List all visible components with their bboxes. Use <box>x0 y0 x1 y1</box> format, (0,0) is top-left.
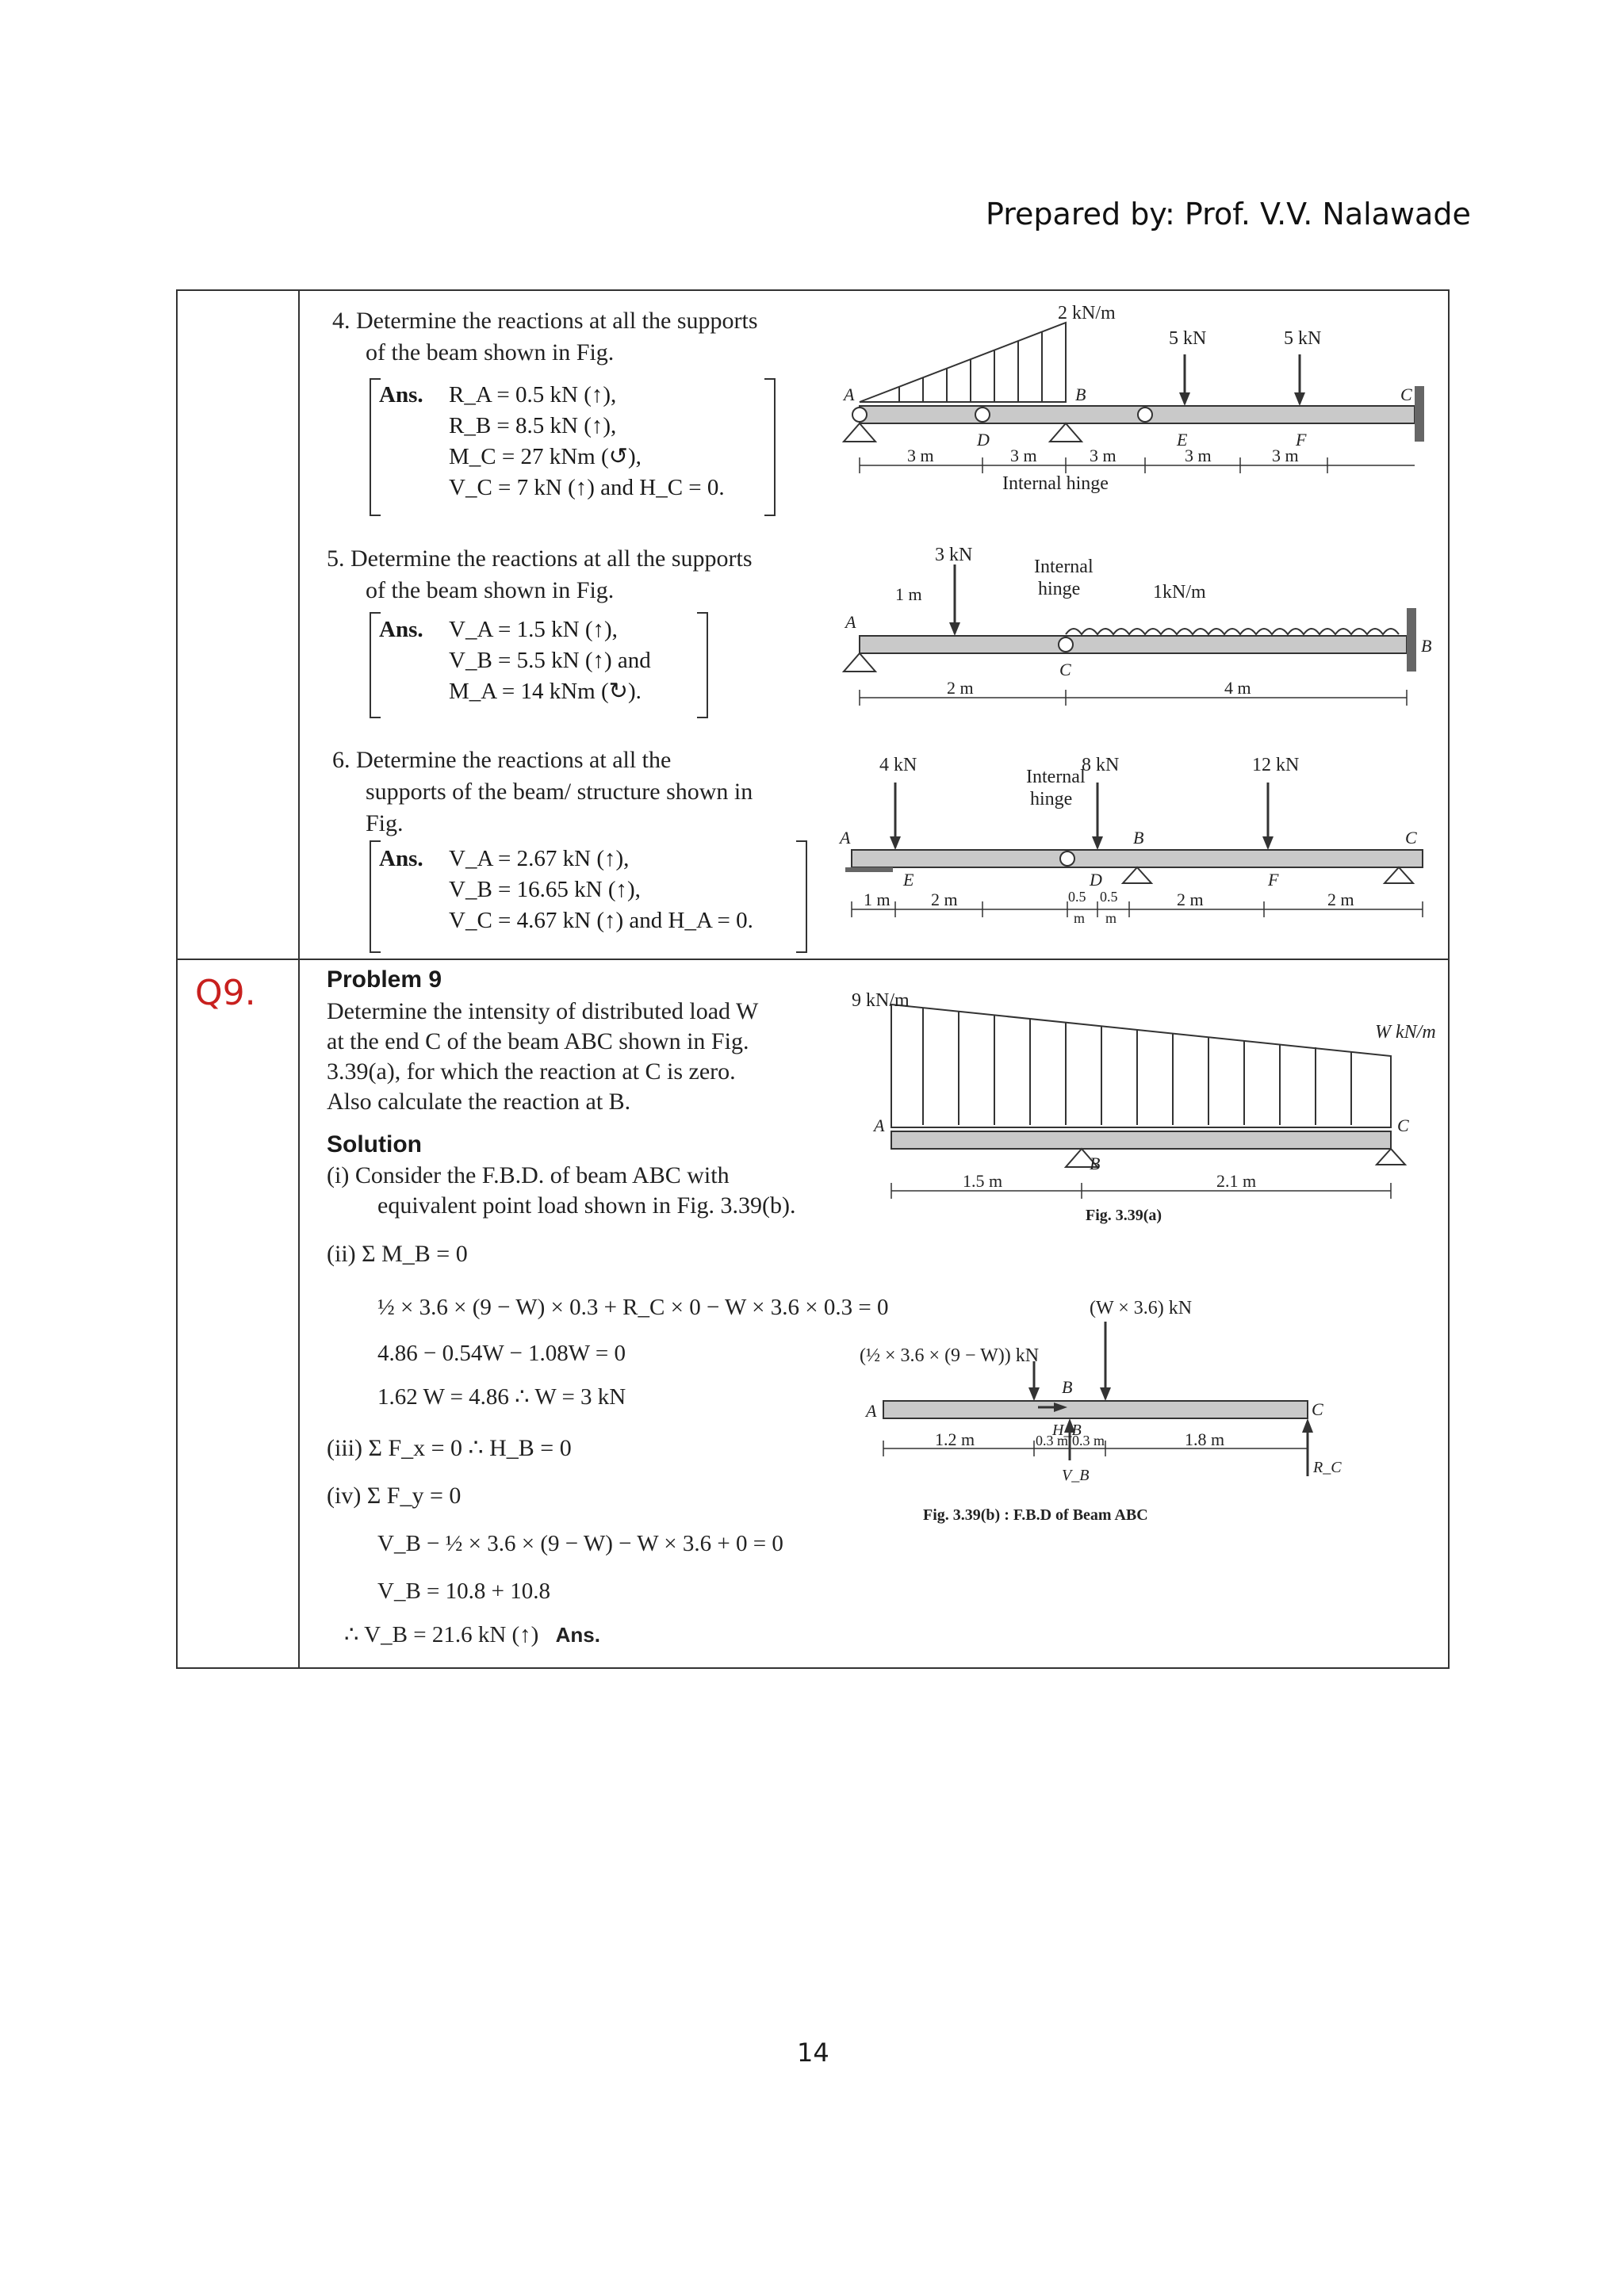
figb-VB: V_B <box>1062 1467 1090 1484</box>
step3: (iii) Σ F_x = 0 ∴ H_B = 0 <box>327 1435 572 1461</box>
problem6-line2: supports of the beam/ structure shown in <box>366 779 753 805</box>
eq4: V_B − ½ × 3.6 × (9 − W) − W × 3.6 + 0 = 0 <box>377 1531 783 1556</box>
prepared-by: Prepared by: Prof. V.V. Nalawade <box>986 197 1471 232</box>
figb-load2: (W × 3.6) kN <box>1090 1298 1193 1318</box>
ans-line: R_B = 8.5 kN (↑), <box>449 413 617 438</box>
problem6-line3: Fig. <box>366 810 404 836</box>
fig6-d1: 1 m <box>864 890 891 909</box>
solution-heading: Solution <box>327 1131 422 1158</box>
fig6-p3: 12 kN <box>1252 755 1300 775</box>
problem5-line1: 5. Determine the reactions at all the supports <box>327 545 753 572</box>
fig5-hinge1: Internal <box>1034 557 1094 577</box>
ans-line: V_A = 1.5 kN (↑), <box>449 617 618 642</box>
ans-label: Ans. <box>379 846 423 871</box>
fig5-p1: 3 kN <box>935 545 973 565</box>
fig4-F: F <box>1296 430 1307 450</box>
fig5-d1: 2 m <box>947 678 974 698</box>
fig5-a1: 1 m <box>895 584 922 604</box>
eq3: 1.62 W = 4.86 ∴ W = 3 kN <box>377 1384 626 1410</box>
fig4-d1: 3 m <box>907 446 934 465</box>
fig6-D: D <box>1090 870 1102 890</box>
desc-line: Also calculate the reaction at B. <box>327 1089 631 1115</box>
fig6-d4: 0.5 <box>1100 889 1118 905</box>
step2: (ii) Σ M_B = 0 <box>327 1241 468 1267</box>
fig4-d5: 3 m <box>1272 446 1299 465</box>
ans-line: R_A = 0.5 kN (↑), <box>449 382 617 408</box>
figb-RC: R_C <box>1313 1459 1342 1476</box>
figa-B: B <box>1090 1154 1101 1173</box>
fig4-hinge: Internal hinge <box>1002 473 1109 494</box>
fig4-d3: 3 m <box>1090 446 1116 465</box>
problem4-text <box>332 305 758 369</box>
problem6-text <box>332 744 753 840</box>
fig6-p1: 4 kN <box>879 755 917 775</box>
fig6-hinge1: Internal <box>1026 767 1086 787</box>
figb-C: C <box>1312 1399 1323 1419</box>
figa-d2: 2.1 m <box>1216 1171 1257 1191</box>
ans-label: Ans. <box>379 617 423 642</box>
fig6-m1: m <box>1074 910 1086 926</box>
fig6-F: F <box>1268 870 1279 890</box>
bracket-right <box>697 612 708 718</box>
eq6 <box>344 1619 600 1651</box>
bracket-right <box>764 378 776 516</box>
figb-A: A <box>866 1401 877 1421</box>
problem5-answer <box>379 614 651 704</box>
fig4-D: D <box>977 430 990 450</box>
problem9-title: Problem 9 <box>327 966 442 993</box>
problem4-answer <box>379 380 725 500</box>
ans-line: M_C = 27 kNm (↺), <box>449 444 642 469</box>
figb-d1: 1.2 m <box>935 1429 975 1449</box>
figb-caption: Fig. 3.39(b) : F.B.D of Beam ABC <box>923 1506 1148 1524</box>
figb-d4: 1.8 m <box>1185 1429 1225 1449</box>
figa-caption: Fig. 3.39(a) <box>1086 1207 1162 1224</box>
fig6-d5: 2 m <box>1177 890 1204 909</box>
desc-line: Determine the intensity of distributed load W <box>327 998 759 1024</box>
ans-line: V_C = 4.67 kN (↑) and H_A = 0. <box>449 908 753 933</box>
fig4-B: B <box>1075 385 1086 404</box>
problem6-line1: 6. Determine the reactions at all the <box>332 747 672 773</box>
eq1: ½ × 3.6 × (9 − W) × 0.3 + R_C × 0 − W × 3.6 × 0.3 = 0 <box>377 1295 889 1320</box>
fig4-d4: 3 m <box>1185 446 1212 465</box>
problem5-figure <box>828 541 1446 723</box>
ans-line: V_B = 5.5 kN (↑) and <box>449 648 651 673</box>
ans-label: Ans. <box>379 382 423 408</box>
desc-line: at the end C of the beam ABC shown in Fig. <box>327 1028 749 1054</box>
problem4-figure <box>828 299 1446 545</box>
ans-line: M_A = 14 kNm (↻). <box>449 679 642 704</box>
step1 <box>327 1161 795 1221</box>
question-label: Q9. <box>195 973 256 1013</box>
fig5-d2: 4 m <box>1224 678 1251 698</box>
eq5: V_B = 10.8 + 10.8 <box>377 1578 550 1604</box>
problem4-line2: of the beam shown in Fig. <box>366 339 615 365</box>
fig6-d6: 2 m <box>1327 890 1354 909</box>
desc-line: 3.39(a), for which the reaction at C is zero. <box>327 1058 736 1085</box>
fig6-hinge2: hinge <box>1030 789 1073 809</box>
problem6-answer <box>379 844 753 933</box>
fig4-C: C <box>1400 385 1412 404</box>
eq6-ans: Ans. <box>555 1623 600 1647</box>
fig6-C: C <box>1405 828 1417 848</box>
fig6-E: E <box>903 870 914 890</box>
fig5-A: A <box>845 612 856 632</box>
figb-d2: 0.3 m <box>1036 1433 1069 1448</box>
problem4-line1: 4. Determine the reactions at all the supports <box>332 308 758 334</box>
figb-d3: 0.3 m <box>1072 1433 1105 1448</box>
ans-line: V_B = 16.65 kN (↑), <box>449 877 641 902</box>
fig6-d3: 0.5 <box>1068 889 1086 905</box>
problem6-figure <box>828 747 1446 961</box>
fig5-B: B <box>1421 636 1432 656</box>
step1-line1: (i) Consider the F.B.D. of beam ABC with <box>327 1162 730 1188</box>
fig6-m2: m <box>1105 910 1117 926</box>
fig6-p2: 8 kN <box>1082 755 1120 775</box>
ans-line: V_A = 2.67 kN (↑), <box>449 846 630 871</box>
figa-A: A <box>874 1115 885 1135</box>
fig4-d2: 3 m <box>1010 446 1037 465</box>
fig339a <box>852 989 1446 1226</box>
fig4-p2: 5 kN <box>1284 328 1322 349</box>
figb-HB: H_B <box>1052 1422 1082 1439</box>
figa-d1: 1.5 m <box>963 1171 1003 1191</box>
bracket-right <box>796 840 807 953</box>
figa-C: C <box>1397 1115 1409 1135</box>
step4: (iv) Σ F_y = 0 <box>327 1483 462 1509</box>
fig6-d2: 2 m <box>931 890 958 909</box>
fig6-A: A <box>840 828 851 848</box>
eq6-text: ∴ V_B = 21.6 kN (↑) <box>344 1622 539 1647</box>
step1-line2: equivalent point load shown in Fig. 3.39(b). <box>377 1192 796 1219</box>
fig6-B: B <box>1133 828 1144 848</box>
fig5-hinge2: hinge <box>1038 579 1081 599</box>
fig4-p1: 5 kN <box>1169 328 1207 349</box>
figa-w1: 9 kN/m <box>852 990 910 1011</box>
problem5-text <box>327 543 753 607</box>
fig5-C: C <box>1059 660 1071 679</box>
fig339b <box>852 1298 1446 1575</box>
fig4-E: E <box>1177 430 1188 450</box>
figb-load1: (½ × 3.6 × (9 − W)) kN <box>860 1345 1040 1366</box>
content-table <box>176 289 1450 1669</box>
column-divider <box>298 291 300 1667</box>
fig4-A: A <box>844 385 855 404</box>
fig4-udl: 2 kN/m <box>1058 303 1116 323</box>
problem5-line2: of the beam shown in Fig. <box>366 577 615 603</box>
page-number: 14 <box>797 2038 829 2068</box>
fig5-udl: 1kN/m <box>1153 582 1206 603</box>
problem9-desc <box>327 997 758 1117</box>
ans-line: V_C = 7 kN (↑) and H_C = 0. <box>449 475 725 500</box>
figb-B: B <box>1062 1377 1073 1397</box>
figa-w2: W kN/m <box>1375 1022 1436 1043</box>
eq2: 4.86 − 0.54W − 1.08W = 0 <box>377 1341 626 1366</box>
